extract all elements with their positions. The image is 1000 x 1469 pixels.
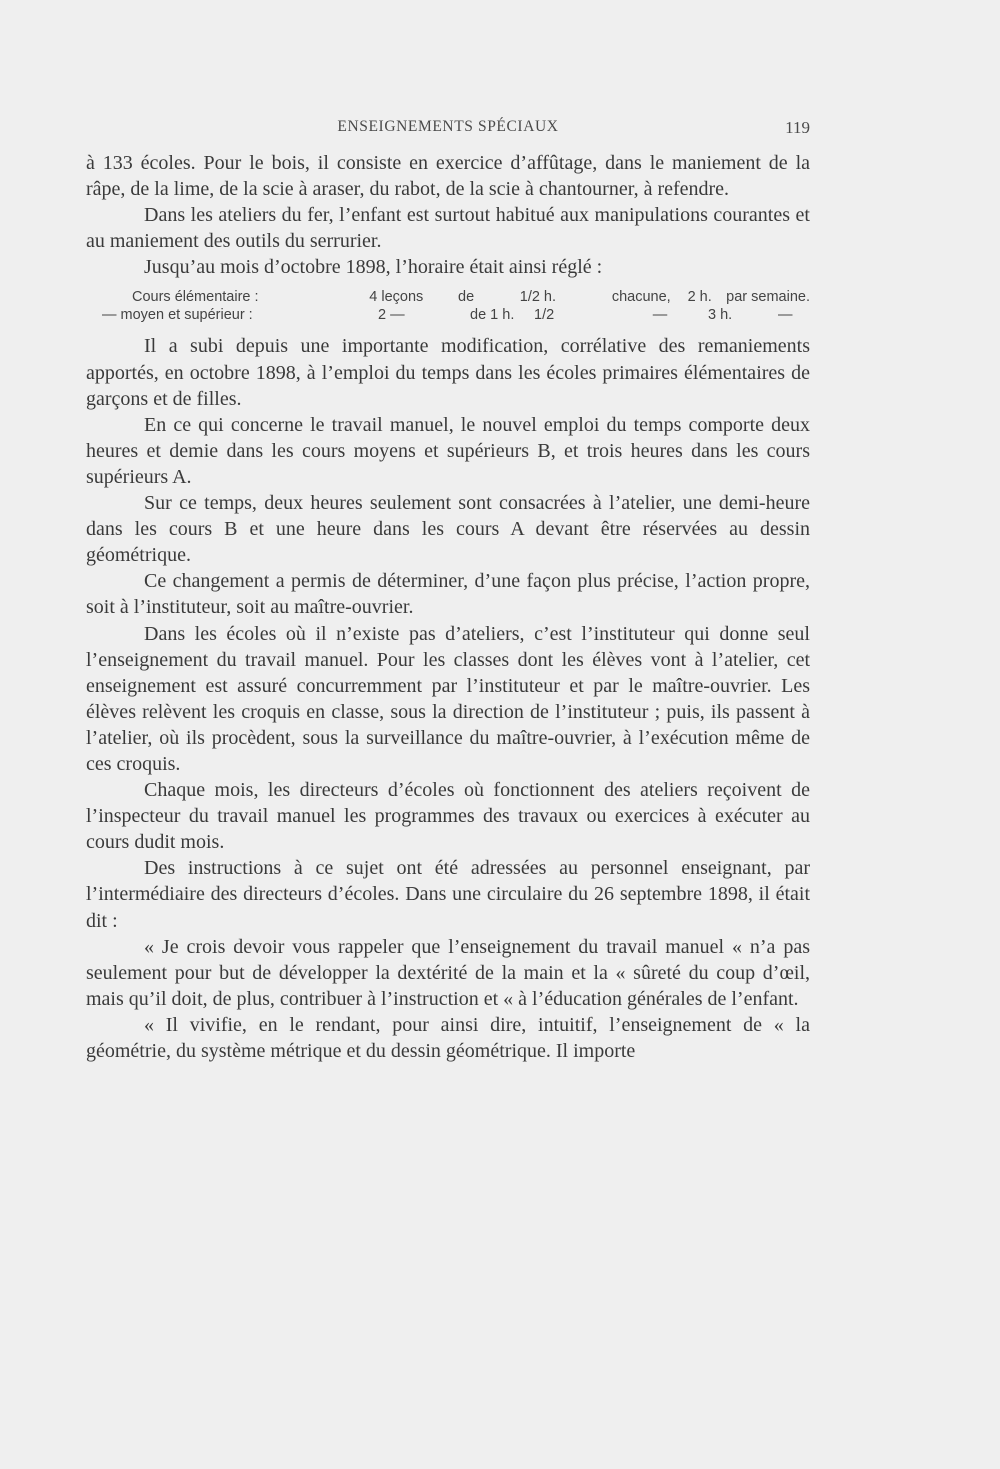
schedule-course: Cours élémentaire :	[132, 289, 259, 306]
schedule-prep: de	[458, 289, 475, 306]
schedule-prep: de 1 h.	[470, 307, 515, 324]
schedule-each: —	[652, 307, 668, 324]
schedule-unit: —	[778, 307, 793, 324]
schedule-duration: 1/2 h.	[519, 289, 557, 306]
quote-paragraph: « Il vivifie, en le rendant, pour ainsi dire, intuitif, l’enseignement de « la géométrie, du système métrique et du dessin géométrique. Il importe	[86, 1013, 810, 1062]
schedule-duration: 1/2	[534, 307, 555, 324]
paragraph: Il a subi depuis une importante modification, corrélative des remaniements apportés, en octobre 1898, à l’emploi du temps dans les écoles primaires élémentaires de garçons et de filles.	[86, 335, 810, 410]
schedule-total: 2 h.	[687, 289, 712, 306]
page-header	[86, 118, 810, 142]
paragraph: Chaque mois, les directeurs d’écoles où fonctionnent des ateliers reçoivent de l’inspecteur du travail manuel les programmes des travaux ou exercices à exécuter au cours dudit mois.	[86, 779, 810, 854]
schedule-total: 3 h.	[708, 307, 733, 324]
paragraph: Jusqu’au mois d’octobre 1898, l’horaire était ainsi réglé :	[144, 256, 603, 279]
quotation	[86, 934, 810, 1064]
paragraph: Ce changement a permis de déterminer, d’une façon plus précise, l’action propre, soit à l’instituteur, soit au maître-ouvrier.	[86, 570, 810, 619]
paragraph: à 133 écoles. Pour le bois, il consiste en exercice d’affûtage, dans le maniement de la râpe, de la lime, de la scie à araser, du rabot, de la scie à chantourner, à refendre.	[86, 152, 810, 201]
schedule-course: — moyen et supérieur :	[102, 307, 253, 324]
schedule-row	[86, 288, 810, 306]
paragraph: Dans les écoles où il n’existe pas d’ateliers, c’est l’instituteur qui donne seul l’enseignement du travail manuel. Pour les classes dont les élèves vont à l’atelier, cet enseignement est assuré concurremment par l’instituteur et par le maître-ouvrier. Les élèves relèvent les croquis en classe, sous la direction de l’instituteur ; puis, ils passent à l’atelier, où ils procèdent, sous la surveillance du maître-ouvrier, à l’exécution même de ces croquis.	[86, 622, 810, 775]
quote-paragraph: « Je crois devoir vous rappeler que l’enseignement du travail manuel « n’a pas seulement pour but de développer la dextérité de la main et la « sûreté du coup d’œil, mais qu’il doit, de plus, contribuer à l’instruction et « à l’éducation générales de l’enfant.	[86, 935, 810, 1010]
schedule-row	[86, 306, 810, 324]
paragraph: Sur ce temps, deux heures seulement sont consacrées à l’atelier, une demi-heure dans les cours B et une heure dans les cours A devant être réservées au dessin géométrique.	[86, 492, 810, 567]
schedule-count: 4 leçons	[369, 289, 424, 306]
running-title: ENSEIGNEMENTS SPÉCIAUX	[337, 118, 559, 135]
schedule-unit: par semaine.	[726, 289, 810, 306]
schedule-each: chacune,	[611, 289, 671, 306]
paragraph: Des instructions à ce sujet ont été adressées au personnel enseignant, par l’intermédiaire des directeurs d’écoles. Dans une circulaire du 26 septembre 1898, il était dit :	[86, 857, 810, 932]
page-number: 119	[785, 118, 810, 137]
schedule-count: 2 —	[378, 307, 405, 324]
paragraph: Dans les ateliers du fer, l’enfant est surtout habitué aux manipulations courantes et au maniement des outils du serrurier.	[86, 204, 810, 253]
body-text	[86, 150, 810, 1064]
paragraph: En ce qui concerne le travail manuel, le nouvel emploi du temps comporte deux heures et demie dans les cours moyens et supérieurs B, et trois heures dans les cours supérieurs A.	[86, 413, 810, 488]
schedule-table	[86, 288, 810, 324]
